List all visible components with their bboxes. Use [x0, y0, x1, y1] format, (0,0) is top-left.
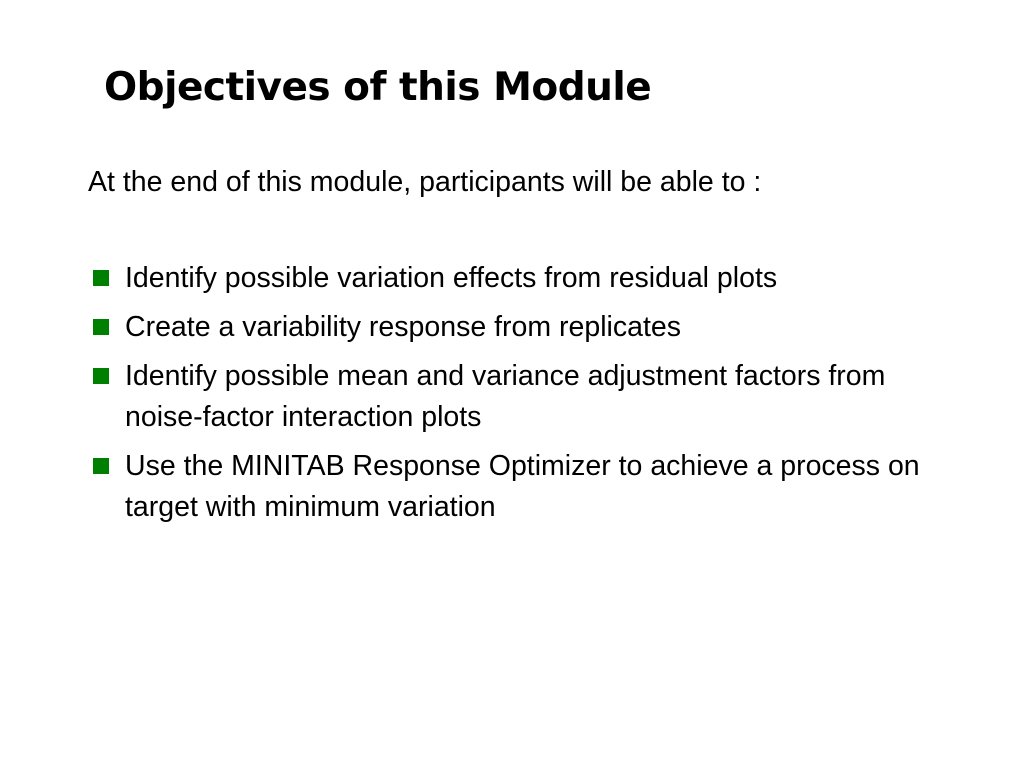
- square-bullet-icon: [93, 319, 109, 335]
- square-bullet-icon: [93, 270, 109, 286]
- list-item: [88, 307, 968, 348]
- list-item-text: Create a variability response from replicates: [125, 311, 681, 343]
- list-item-text: Identify possible mean and variance adjustment factors from noise-factor interaction plots: [125, 360, 886, 433]
- square-bullet-icon: [93, 368, 109, 384]
- list-item: [88, 446, 968, 528]
- list-item: [88, 356, 968, 438]
- list-item: [88, 258, 968, 299]
- square-bullet-icon: [93, 458, 109, 474]
- slide-title: Objectives of this Module: [104, 65, 652, 110]
- list-item-text: Identify possible variation effects from residual plots: [125, 262, 778, 294]
- list-item-text: Use the MINITAB Response Optimizer to achieve a process on target with minimum variation: [125, 450, 920, 523]
- objectives-list: [88, 258, 968, 536]
- intro-text: At the end of this module, participants will be able to :: [88, 166, 762, 198]
